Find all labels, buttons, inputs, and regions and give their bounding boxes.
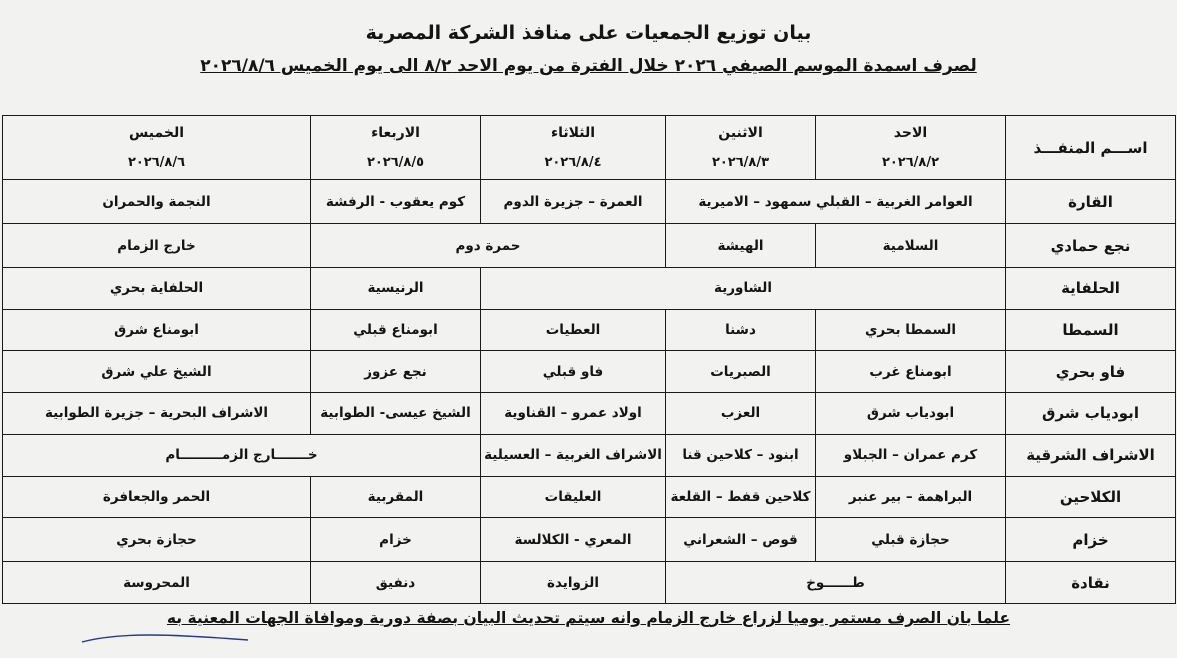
table-cell: فاو قبلي xyxy=(481,351,666,393)
outlet-column-header: اســـم المنفـــذ xyxy=(1006,116,1176,180)
day-header-monday: الاثنين ٢٠٢٦/٨/٣ xyxy=(666,116,816,180)
table-cell: العزب xyxy=(666,393,816,435)
table-row xyxy=(3,393,1176,435)
table-cell: كلاحين قفط – القلعة xyxy=(666,476,816,518)
table-cell: الزوايدة xyxy=(481,562,666,604)
table-cell: ابنود – كلاحين قنا xyxy=(666,434,816,476)
day-header-tuesday: الثلاثاء ٢٠٢٦/٨/٤ xyxy=(481,116,666,180)
outlet-name: الكلاحين xyxy=(1006,476,1176,518)
table-cell: الشيخ عيسى- الطوابية xyxy=(311,393,481,435)
table-cell: دنفيق xyxy=(311,562,481,604)
outlet-name: نقادة xyxy=(1006,562,1176,604)
table-cell: العمرة – جزيرة الدوم xyxy=(481,180,666,224)
table-cell: حجازة قبلي xyxy=(816,518,1006,562)
table-cell: قوص – الشعراني xyxy=(666,518,816,562)
table-cell: دشنا xyxy=(666,309,816,351)
table-cell: المحروسة xyxy=(3,562,311,604)
outlet-name: فاو بحري xyxy=(1006,351,1176,393)
table-row xyxy=(3,309,1176,351)
document-subtitle xyxy=(0,56,1177,76)
outlet-name: نجع حمادي xyxy=(1006,224,1176,268)
table-row xyxy=(3,476,1176,518)
table-row xyxy=(3,268,1176,310)
table-cell: الحلفاية بحري xyxy=(3,268,311,310)
table-cell: العليقات xyxy=(481,476,666,518)
table-cell: خارج الزمام xyxy=(3,224,311,268)
table-row xyxy=(3,180,1176,224)
table-cell: طــــــوخ xyxy=(666,562,1006,604)
table-cell: الصبريات xyxy=(666,351,816,393)
table-row xyxy=(3,562,1176,604)
table-cell: حجازة بحري xyxy=(3,518,311,562)
table-cell: حمرة دوم xyxy=(311,224,666,268)
table-cell: الاشراف الغربية – العسيلية xyxy=(481,434,666,476)
table-cell: المقربية xyxy=(311,476,481,518)
table-cell: ابومناع قبلي xyxy=(311,309,481,351)
table-cell: ابومناع شرق xyxy=(3,309,311,351)
table-cell: العطيات xyxy=(481,309,666,351)
table-cell: ابودياب شرق xyxy=(816,393,1006,435)
table-cell: الهيشة xyxy=(666,224,816,268)
table-cell: خزام xyxy=(311,518,481,562)
table-cell: السمطا بحري xyxy=(816,309,1006,351)
table-row xyxy=(3,224,1176,268)
table-cell: السلامية xyxy=(816,224,1006,268)
table-cell: ابومناع غرب xyxy=(816,351,1006,393)
table-cell: المعري - الكلالسة xyxy=(481,518,666,562)
table-row xyxy=(3,434,1176,476)
distribution-table xyxy=(2,115,1176,604)
signature-scribble xyxy=(80,628,250,648)
table-cell: اولاد عمرو – القناوية xyxy=(481,393,666,435)
table-cell: العوامر الغربية – القبلي سمهود – الاميرية xyxy=(666,180,1006,224)
outlet-name: القارة xyxy=(1006,180,1176,224)
outlet-name: الاشراف الشرقية xyxy=(1006,434,1176,476)
document-title: بيان توزيع الجمعيات على منافذ الشركة المصرية xyxy=(365,22,812,44)
header-row xyxy=(3,116,1176,180)
table-cell: الاشراف البحرية – جزيرة الطوابية xyxy=(3,393,311,435)
outlet-name: الحلفاية xyxy=(1006,268,1176,310)
footer-note: علما بان الصرف مستمر يوميا لزراع خارج الزمام وانه سيتم تحديث البيان بصفة دورية وموافاة الجهات المعنية به xyxy=(166,609,1011,627)
day-header-thursday: الخميس ٢٠٢٦/٨/٦ xyxy=(3,116,311,180)
subtitle-line: لصرف اسمدة الموسم الصيفي ٢٠٢٦ خلال الفترة من يوم الاحد ٨/٢ الى يوم الخميس ٢٠٢٦/٨/٦ xyxy=(200,56,977,76)
outlet-name: خزام xyxy=(1006,518,1176,562)
day-header-sunday: الاحد ٢٠٢٦/٨/٢ xyxy=(816,116,1006,180)
table-row xyxy=(3,351,1176,393)
day-header-wednesday: الاربعاء ٢٠٢٦/٨/٥ xyxy=(311,116,481,180)
table-cell: نجع عزوز xyxy=(311,351,481,393)
table-cell: النجمة والحمران xyxy=(3,180,311,224)
table-row xyxy=(3,518,1176,562)
table-cell: البراهمة – بير عنبر xyxy=(816,476,1006,518)
table-cell: الحمر والجعافرة xyxy=(3,476,311,518)
table-cell: الرنيسية xyxy=(311,268,481,310)
table-cell: خـــــــارج الزمـــــــــام xyxy=(3,434,481,476)
table-cell: الشاورية xyxy=(481,268,1006,310)
outlet-name: ابودياب شرق xyxy=(1006,393,1176,435)
table-cell: كرم عمران – الجبلاو xyxy=(816,434,1006,476)
table-cell: كوم يعقوب - الرفشة xyxy=(311,180,481,224)
outlet-name: السمطا xyxy=(1006,309,1176,351)
table-cell: الشيخ علي شرق xyxy=(3,351,311,393)
